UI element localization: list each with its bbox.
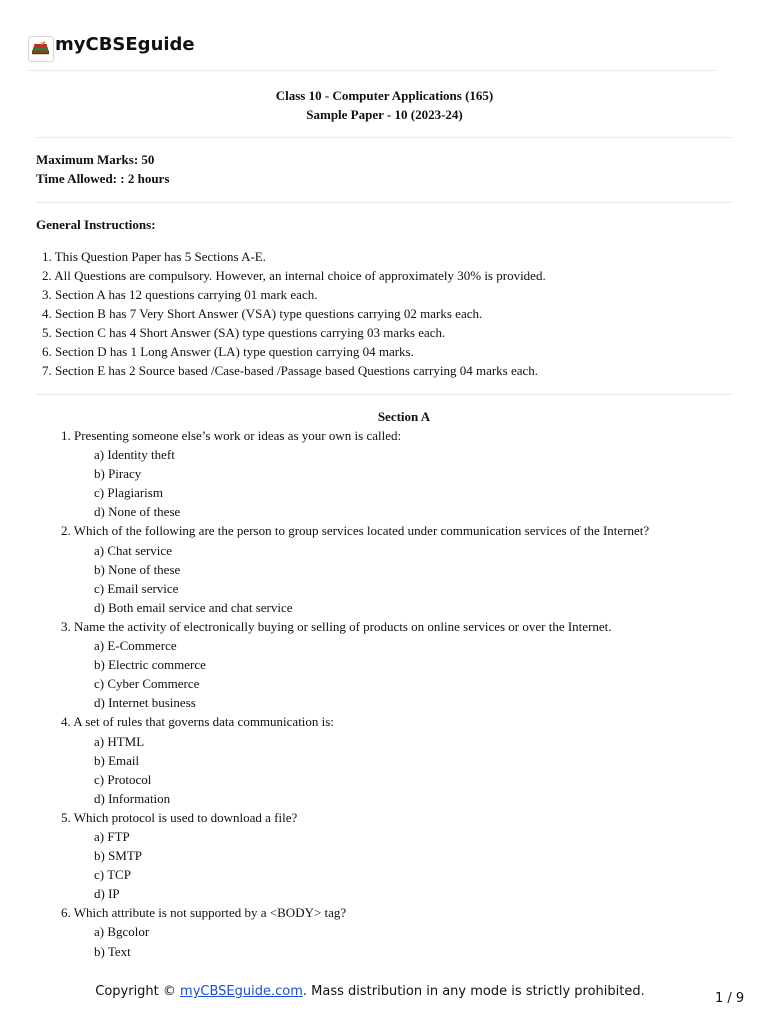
paper-title-line2: Sample Paper - 10 (2023-24) — [306, 107, 463, 122]
paper-title — [36, 86, 733, 124]
instruction-item: 1. This Question Paper has 5 Sections A-E. — [42, 249, 266, 264]
page-footer — [0, 984, 740, 999]
option: a) FTP — [94, 828, 130, 844]
time-allowed: Time Allowed: : 2 hours — [36, 171, 170, 186]
instruction-item: 2. All Questions are compulsory. However, an internal choice of approximately 30% is provided. — [42, 268, 546, 283]
instructions-list — [42, 247, 546, 380]
paper-meta — [36, 150, 169, 188]
option: d) Internet business — [94, 695, 196, 711]
option: a) E-Commerce — [94, 638, 177, 654]
option: c) Plagiarism — [94, 485, 163, 501]
option: a) HTML — [94, 733, 145, 749]
question: 3. Name the activity of electronically buying or selling of products on online services or over the Internet. — [61, 618, 612, 634]
question: 5. Which protocol is used to download a file? — [61, 809, 298, 825]
paper-title-line1: Class 10 - Computer Applications (165) — [275, 88, 494, 103]
option: b) SMTP — [94, 848, 143, 864]
question: 6. Which attribute is not supported by a <BODY> tag? — [61, 905, 347, 921]
option: d) None of these — [94, 504, 181, 520]
option: a) Identity theft — [94, 447, 175, 463]
option: a) Bgcolor — [94, 924, 150, 940]
instruction-item: 4. Section B has 7 Very Short Answer (VSA) type questions carrying 02 marks each. — [42, 306, 483, 321]
option: d) Information — [94, 790, 171, 806]
option: b) Email — [94, 752, 140, 768]
option: b) Electric commerce — [94, 657, 206, 673]
instruction-item: 7. Section E has 2 Source based /Case-based /Passage based Questions carrying 04 marks each. — [42, 363, 539, 378]
option: d) Both email service and chat service — [94, 599, 293, 615]
question: 4. A set of rules that governs data communication is: — [61, 714, 334, 730]
logo — [28, 36, 54, 62]
instructions-heading: General Instructions: — [36, 217, 156, 232]
option: c) Protocol — [94, 771, 152, 787]
max-marks: Maximum Marks: 50 — [36, 152, 155, 167]
instruction-item: 3. Section A has 12 questions carrying 01 mark each. — [42, 287, 318, 302]
option: a) Chat service — [94, 542, 172, 558]
page-number: 1 / 9 — [715, 991, 745, 1006]
divider — [36, 394, 733, 395]
option: c) Cyber Commerce — [94, 676, 200, 692]
divider — [36, 137, 733, 138]
site-link[interactable]: myCBSEguide.com — [180, 984, 303, 999]
question: 2. Which of the following are the person to group services located under communication services of the Internet? — [61, 523, 650, 539]
page-header — [26, 30, 718, 71]
option: b) Piracy — [94, 466, 142, 482]
question-list — [61, 426, 649, 961]
option: c) TCP — [94, 867, 131, 883]
option: b) None of these — [94, 561, 181, 577]
question: 1. Presenting someone else’s work or ideas as your own is called: — [61, 428, 402, 443]
option: c) Email service — [94, 580, 179, 596]
copyright-suffix: . Mass distribution in any mode is strictly prohibited. — [302, 984, 645, 999]
brand-name: myCBSEguide — [55, 34, 195, 55]
instruction-item: 5. Section C has 4 Short Answer (SA) type questions carrying 03 marks each. — [42, 325, 446, 340]
option: d) IP — [94, 886, 120, 902]
option: b) Text — [94, 943, 131, 959]
copyright-prefix: Copyright © — [95, 984, 181, 999]
instruction-item: 6. Section D has 1 Long Answer (LA) type question carrying 04 marks. — [42, 344, 414, 359]
section-title: Section A — [377, 409, 431, 424]
book-stack-icon — [31, 41, 51, 55]
divider — [36, 202, 733, 203]
